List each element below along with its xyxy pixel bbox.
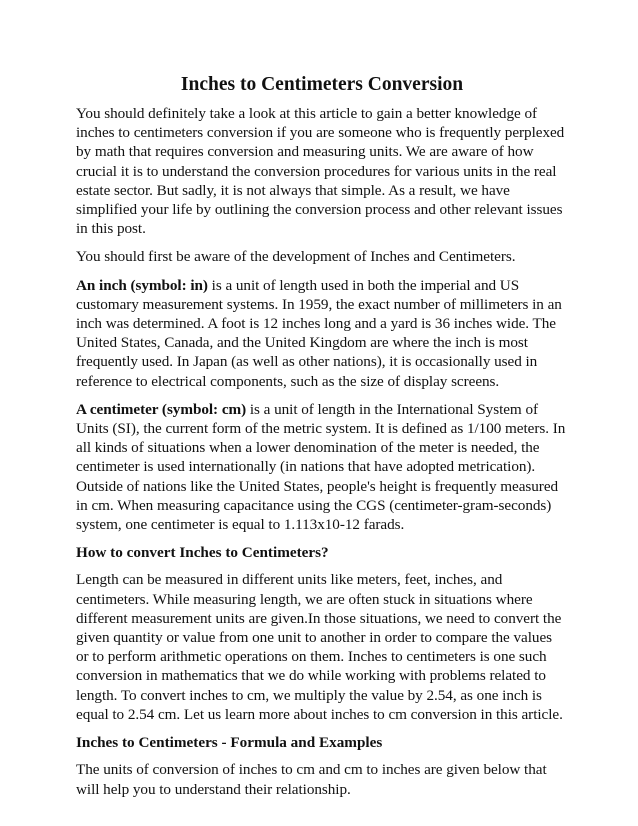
how-to-convert-paragraph: Length can be measured in different units like meters, feet, inches, and centimeters. While measuring length, we are often stuck in situations where different measurement units are given.In those situations, we need to convert the given quantity or value from one unit to another in order to compare the values or to perform arithmetic operations on them. Inches to centimeters is one such conversion in mathematics that we do while working with problems related to length. To convert inches to cm, we multiply the value by 2.54, as one inch is equal to 2.54 cm. Let us learn more about inches to cm conversion in this article. bbox=[76, 571, 563, 723]
centimeter-term: A centimeter (symbol: cm) bbox=[76, 400, 247, 418]
page-title: Inches to Centimeters Conversion bbox=[180, 74, 464, 95]
formula-paragraph: The units of conversion of inches to cm and cm to inches are given below that will help you to understand their relationship. bbox=[76, 761, 547, 798]
formula-heading: Inches to Centimeters - Formula and Examples bbox=[76, 734, 383, 752]
inch-paragraph bbox=[76, 276, 568, 391]
inch-term: An inch (symbol: in) bbox=[76, 276, 208, 294]
centimeter-paragraph bbox=[76, 400, 568, 534]
how-to-convert-heading: How to convert Inches to Centimeters? bbox=[76, 544, 329, 562]
document-page bbox=[76, 72, 568, 808]
aware-paragraph: You should first be aware of the development of Inches and Centimeters. bbox=[76, 248, 516, 266]
intro-paragraph: You should definitely take a look at this article to gain a better knowledge of inches to centimeters conversion if you are someone who is frequently perplexed by math that requires conversion and measuring units. We are aware of how crucial it is to understand the conversion procedures for various units in the real estate sector. But sadly, it is not always that simple. As a result, we have simplified your life by outlining the conversion process and other relevant issues in this post. bbox=[76, 105, 565, 238]
inch-definition: is a unit of length used in both the imperial and US customary measurement systems. In 1959, the exact number of millimeters in an inch was determined. A foot is 12 inches long and a yard is 36 inches wide. The United States, Canada, and the United Kingdom are where the inch is most frequently used. In Japan (as well as other nations), it is occasionally used in reference to electrical components, such as the size of display screens. bbox=[76, 276, 562, 390]
centimeter-definition: is a unit of length in the International System of Units (SI), the current form of the metric system. It is defined as 1/100 meters. In all kinds of situations when a lower denomination of the meter is needed, the centimeter is used internationally (in nations that have adopted metrication). Outside of nations like the United States, people's height is frequently measured in cm. When measuring capacitance using the CGS (centimeter-gram-seconds) system, one centimeter is equal to 1.113x10-12 farads. bbox=[76, 400, 566, 534]
